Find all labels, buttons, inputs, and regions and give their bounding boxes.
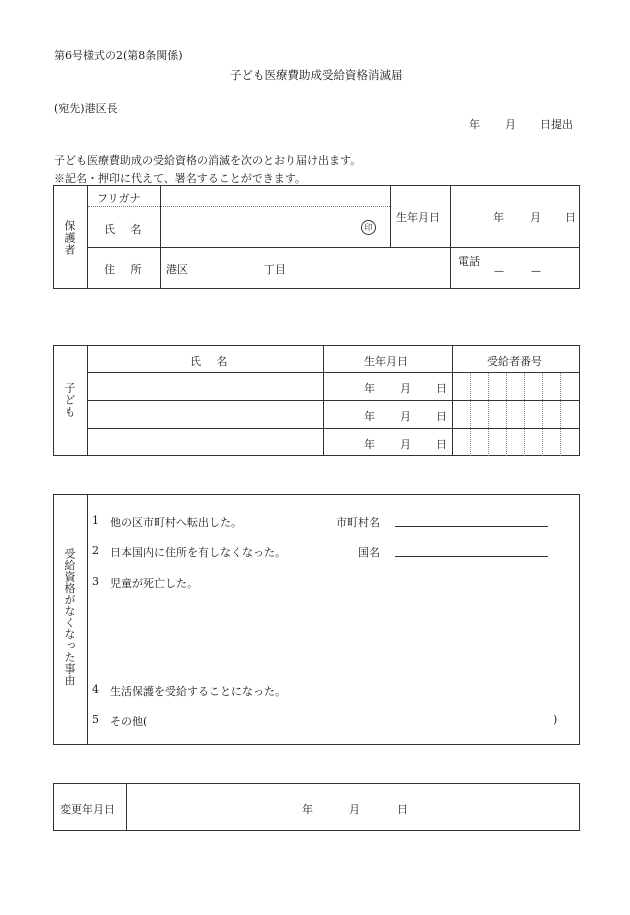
address-detail-field[interactable] (290, 252, 445, 282)
reason-no-domestic-address[interactable]: 日本国内に住所を有しなくなった。 (110, 546, 286, 559)
child-name-field[interactable] (90, 403, 320, 425)
reason-moved-out[interactable]: 他の区市町村へ転出した。 (110, 516, 242, 529)
child-birth-year[interactable]: 年 (364, 382, 375, 395)
other-reason-field[interactable] (158, 710, 548, 728)
change-year[interactable]: 年 (302, 803, 313, 816)
child-birth-day[interactable]: 日 (436, 410, 447, 423)
reason-number: 1 (92, 514, 99, 527)
child-birth-day[interactable]: 日 (436, 438, 447, 451)
child-birth-month[interactable]: 月 (400, 382, 411, 395)
children-col-birthdate: 生年月日 (364, 355, 408, 368)
phone-dash-1: — (494, 266, 504, 277)
guardian-birth-year[interactable]: 年 (493, 211, 504, 224)
address-label: 住 所 (104, 263, 148, 276)
reason-number: 3 (92, 575, 99, 588)
form-reference: 第6号様式の2(第8条関係) (54, 49, 183, 62)
child-birth-year[interactable]: 年 (364, 410, 375, 423)
submit-year[interactable]: 年 (469, 118, 480, 131)
guardian-birthdate-label: 生年月日 (396, 211, 440, 224)
recipient-no-field[interactable] (454, 431, 578, 453)
address-chome: 丁目 (264, 263, 286, 276)
furigana-field[interactable] (162, 188, 388, 204)
phone-label: 電話 (458, 255, 480, 268)
reason-welfare-assistance[interactable]: 生活保護を受給することになった。 (110, 685, 286, 698)
country-name-field[interactable] (395, 556, 548, 557)
change-date-label: 変更年月日 (60, 803, 115, 816)
change-day[interactable]: 日 (397, 803, 408, 816)
reason-number: 2 (92, 544, 99, 557)
other-close-paren: ) (553, 713, 558, 726)
recipient-no-field[interactable] (454, 375, 578, 397)
furigana-label: フリガナ (97, 192, 141, 205)
guardian-name-field[interactable] (162, 208, 352, 244)
reason-number: 4 (92, 683, 99, 696)
seal-mark: 印 (361, 220, 376, 235)
address-ward: 港区 (166, 263, 188, 276)
children-col-name: 氏 名 (190, 355, 234, 368)
addressee: (宛先)港区長 (54, 102, 118, 115)
change-month[interactable]: 月 (349, 803, 360, 816)
guardian-section-label: 保護者 (63, 220, 76, 256)
child-birth-day[interactable]: 日 (436, 382, 447, 395)
submit-day[interactable]: 日提出 (540, 118, 573, 131)
child-name-field[interactable] (90, 431, 320, 453)
recipient-no-field[interactable] (454, 403, 578, 425)
child-birth-year[interactable]: 年 (364, 438, 375, 451)
child-birth-month[interactable]: 月 (400, 438, 411, 451)
reason-child-deceased[interactable]: 児童が死亡した。 (110, 577, 198, 590)
city-name-field[interactable] (395, 526, 548, 527)
address-town-field[interactable] (190, 252, 260, 282)
phone-dash-2: — (531, 266, 541, 277)
phone-field[interactable] (455, 265, 575, 285)
guardian-name-label: 氏 名 (104, 223, 148, 236)
child-name-field[interactable] (90, 375, 320, 397)
child-birth-month[interactable]: 月 (400, 410, 411, 423)
reason-other[interactable]: その他( (110, 715, 148, 728)
city-name-label: 市町村名 (336, 516, 380, 529)
form-title: 子ども医療費助成受給資格消滅届 (230, 68, 403, 82)
reason-number: 5 (92, 713, 99, 726)
children-section-label: 子ども (63, 382, 76, 418)
children-col-recipient-no: 受給者番号 (487, 355, 542, 368)
guardian-birth-day[interactable]: 日 (565, 211, 576, 224)
submit-month[interactable]: 月 (505, 118, 516, 131)
reasons-section-label: 受給資格がなくなった事由 (63, 548, 76, 686)
guardian-birth-month[interactable]: 月 (530, 211, 541, 224)
signature-note: ※記名・押印に代えて、署名することができます。 (54, 172, 306, 185)
intro-statement: 子ども医療費助成の受給資格の消滅を次のとおり届け出ます。 (54, 154, 362, 167)
country-name-label: 国名 (358, 546, 380, 559)
